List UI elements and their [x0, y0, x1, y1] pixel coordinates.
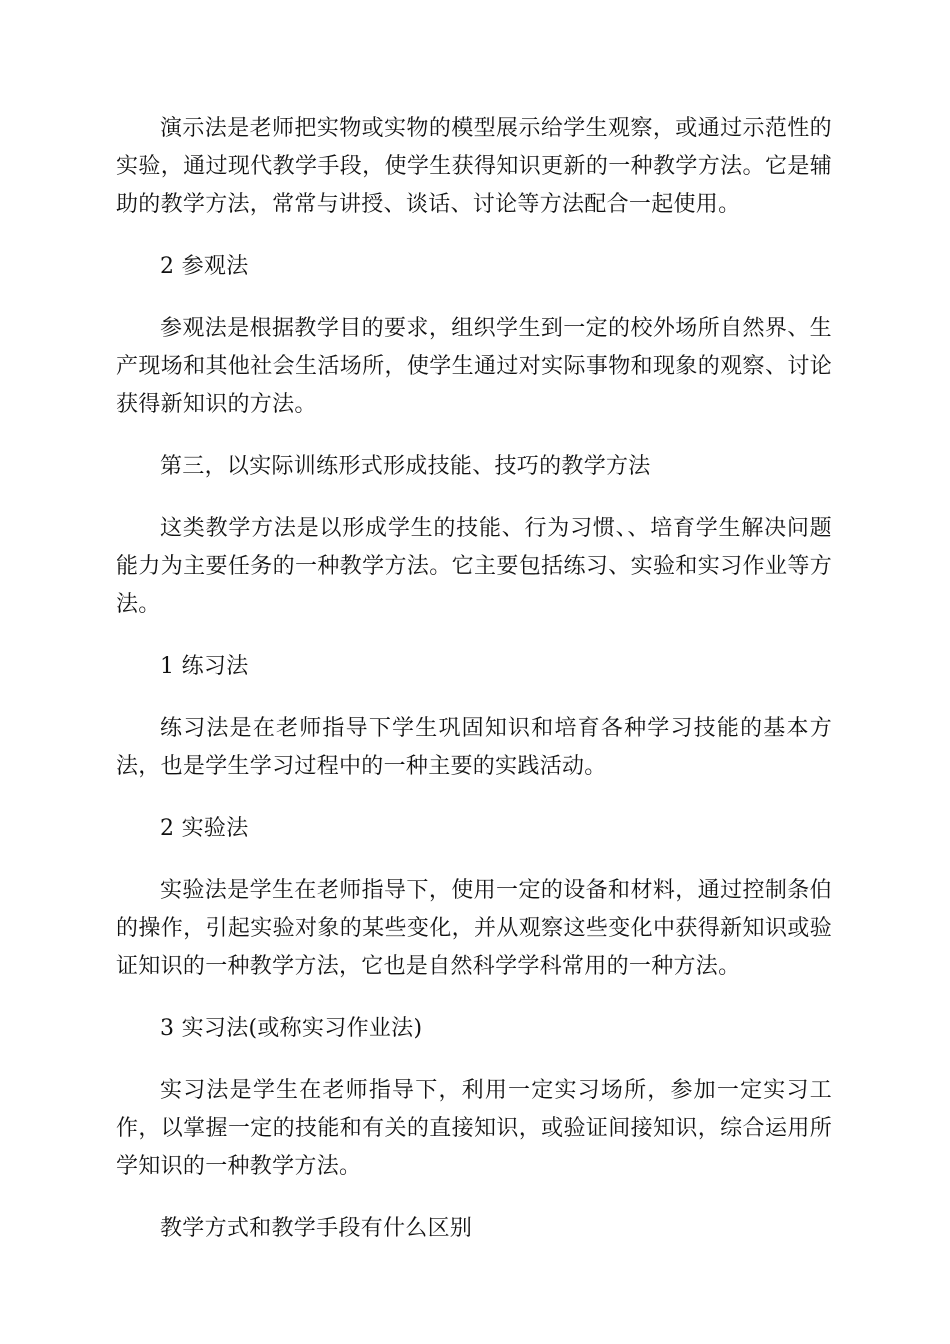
heading-teaching-methods-vs-means: 教学方式和教学手段有什么区别: [160, 1216, 473, 1241]
document-page: [116, 110, 832, 1272]
heading-visit-method: 2 参观法: [160, 254, 249, 279]
heading-practical-training-methods: 第三，以实际训练形式形成技能、技巧的教学方法: [160, 454, 651, 479]
paragraph-experiment-method: 实验法是学生在老师指导下，使用一定的设备和材料，通过控制条伯的操作，引起实验对象的某些变化，并从观察这些变化中获得新知识或验证知识的一种教学方法，它也是自然科学学科常用的一种方法。: [116, 878, 832, 979]
paragraph-visit-method: 参观法是根据教学目的要求，组织学生到一定的校外场所自然界、生产现场和其他社会生活场所，使学生通过对实际事物和现象的观察、讨论获得新知识的方法。: [116, 316, 832, 417]
paragraph-internship-method: 实习法是学生在老师指导下，利用一定实习场所，参加一定实习工作，以掌握一定的技能和有关的直接知识，或验证间接知识，综合运用所学知识的一种教学方法。: [116, 1078, 832, 1179]
heading-experiment-method: 2 实验法: [160, 816, 249, 841]
heading-practice-method: 1 练习法: [160, 654, 249, 679]
paragraph-practical-training-methods: 这类教学方法是以形成学生的技能、行为习惯、、培育学生解决问题能力为主要任务的一种教学方法。它主要包括练习、实验和实习作业等方法。: [116, 516, 832, 617]
paragraph-practice-method: 练习法是在老师指导下学生巩固知识和培育各种学习技能的基本方法，也是学生学习过程中的一种主要的实践活动。: [116, 716, 832, 779]
paragraph-demonstration-method: 演示法是老师把实物或实物的模型展示给学生观察，或通过示范性的实验，通过现代教学手段，使学生获得知识更新的一种教学方法。它是辅助的教学方法，常常与讲授、谈话、讨论等方法配合一起使用。: [116, 116, 832, 217]
heading-internship-method: 3 实习法(或称实习作业法): [160, 1016, 423, 1041]
